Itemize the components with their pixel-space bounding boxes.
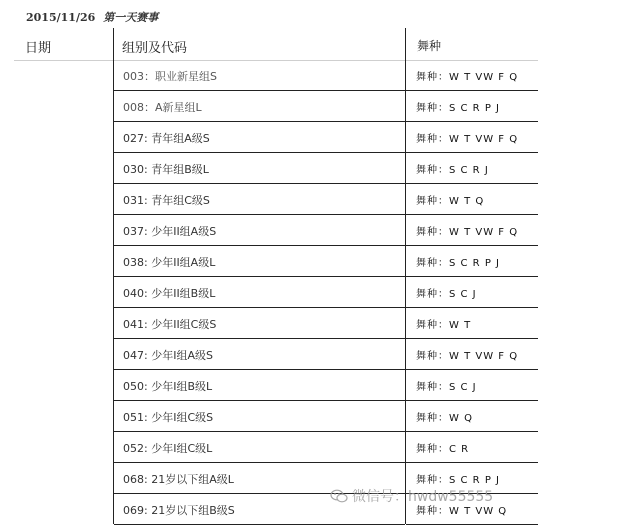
table-row xyxy=(14,277,538,308)
group-code: 027: 青年组A级S xyxy=(123,132,210,145)
group-code: 008：A新星组L xyxy=(123,101,202,114)
dance-cell xyxy=(406,401,538,432)
header-date-cell xyxy=(14,28,113,61)
dance-cell xyxy=(406,246,538,277)
group-cell xyxy=(114,60,405,91)
dance-list: 舞种：W Q xyxy=(416,413,473,424)
date-cell xyxy=(14,494,113,525)
dance-cell xyxy=(406,153,538,184)
group-code: 040: 少年II组B级L xyxy=(123,287,216,300)
dance-list: 舞种：W T Q xyxy=(416,196,485,207)
event-subtitle: 第一天赛事 xyxy=(103,11,159,24)
group-cell xyxy=(114,401,405,432)
table-row xyxy=(14,370,538,401)
date-cell xyxy=(14,60,113,91)
table-row xyxy=(14,184,538,215)
dance-list: 舞种：C R xyxy=(416,444,470,455)
dance-cell xyxy=(406,91,538,122)
date-cell xyxy=(14,339,113,370)
date-cell xyxy=(14,432,113,463)
dance-list: 舞种：S C R J xyxy=(416,165,489,176)
date-cell xyxy=(14,184,113,215)
group-code: 037: 少年II组A级S xyxy=(123,225,217,238)
dance-cell xyxy=(406,184,538,215)
group-code: 041: 少年II组C级S xyxy=(123,318,217,331)
header-dance-cell xyxy=(406,28,538,60)
group-cell xyxy=(114,339,405,370)
header-dance-label: 舞种 xyxy=(417,39,442,53)
table-header xyxy=(14,28,538,61)
dance-list: 舞种：S C R P J xyxy=(416,103,500,114)
header-group-cell xyxy=(114,28,405,60)
dance-cell xyxy=(406,277,538,308)
date-cell xyxy=(14,122,113,153)
group-cell xyxy=(114,277,405,308)
dance-list: 舞种：S C R P J xyxy=(416,258,500,269)
group-cell xyxy=(114,215,405,246)
group-code: 052: 少年I组C级L xyxy=(123,442,213,455)
dance-list: 舞种：W T VW F Q xyxy=(416,227,519,238)
group-cell xyxy=(114,370,405,401)
dance-cell xyxy=(406,339,538,370)
date-cell xyxy=(14,463,113,494)
table-row xyxy=(14,153,538,184)
group-code: 030: 青年组B级L xyxy=(123,163,209,176)
table-row xyxy=(14,401,538,432)
group-code: 003：职业新星组S xyxy=(123,70,217,83)
group-code: 038: 少年II组A级L xyxy=(123,256,216,269)
group-code: 068: 21岁以下组A级L xyxy=(123,473,234,486)
date-cell xyxy=(14,308,113,339)
dance-cell xyxy=(406,432,538,463)
dance-cell xyxy=(406,370,538,401)
dance-list: 舞种：W T xyxy=(416,320,472,331)
table-row xyxy=(14,91,538,122)
dance-cell xyxy=(406,122,538,153)
date-cell xyxy=(14,246,113,277)
group-code: 047: 少年I组A级S xyxy=(123,349,213,362)
date-cell xyxy=(14,91,113,122)
date-cell xyxy=(14,277,113,308)
table-row xyxy=(14,246,538,277)
page-title xyxy=(26,9,158,25)
dance-cell xyxy=(406,60,538,91)
event-date: 2015/11/26 xyxy=(26,11,96,24)
group-cell xyxy=(114,308,405,339)
date-cell xyxy=(14,153,113,184)
dance-list: 舞种：S C R P J xyxy=(416,475,500,486)
group-code: 031: 青年组C级S xyxy=(123,194,210,207)
dance-list: 舞种：W T VW F Q xyxy=(416,351,519,362)
group-code: 051: 少年I组C级S xyxy=(123,411,214,424)
header-group-label: 组别及代码 xyxy=(122,41,188,56)
header-date-label: 日期 xyxy=(25,41,52,56)
group-cell xyxy=(114,153,405,184)
group-cell xyxy=(114,91,405,122)
dance-list: 舞种：S C J xyxy=(416,289,477,300)
date-cell xyxy=(14,401,113,432)
dance-list: 舞种：W T VW F Q xyxy=(416,72,519,83)
date-cell xyxy=(14,215,113,246)
dance-list: 舞种：W T VW Q xyxy=(416,506,508,517)
group-cell xyxy=(114,184,405,215)
table-row xyxy=(14,308,538,339)
dance-list: 舞种：S C J xyxy=(416,382,477,393)
watermark-text: 微信号：hwdw55555 xyxy=(352,489,494,505)
dance-cell xyxy=(406,215,538,246)
table-row xyxy=(14,60,538,91)
group-cell xyxy=(114,246,405,277)
wechat-icon xyxy=(330,489,348,503)
table-row xyxy=(14,432,538,463)
dance-list: 舞种：W T VW F Q xyxy=(416,134,519,145)
table-row xyxy=(14,122,538,153)
wechat-watermark xyxy=(330,486,493,506)
group-code: 069: 21岁以下组B级S xyxy=(123,504,235,517)
table-body xyxy=(14,60,538,525)
group-cell xyxy=(114,122,405,153)
table-row xyxy=(14,215,538,246)
date-cell xyxy=(14,370,113,401)
group-code: 050: 少年I组B级L xyxy=(123,380,213,393)
dance-cell xyxy=(406,308,538,339)
table-row xyxy=(14,339,538,370)
group-cell xyxy=(114,432,405,463)
